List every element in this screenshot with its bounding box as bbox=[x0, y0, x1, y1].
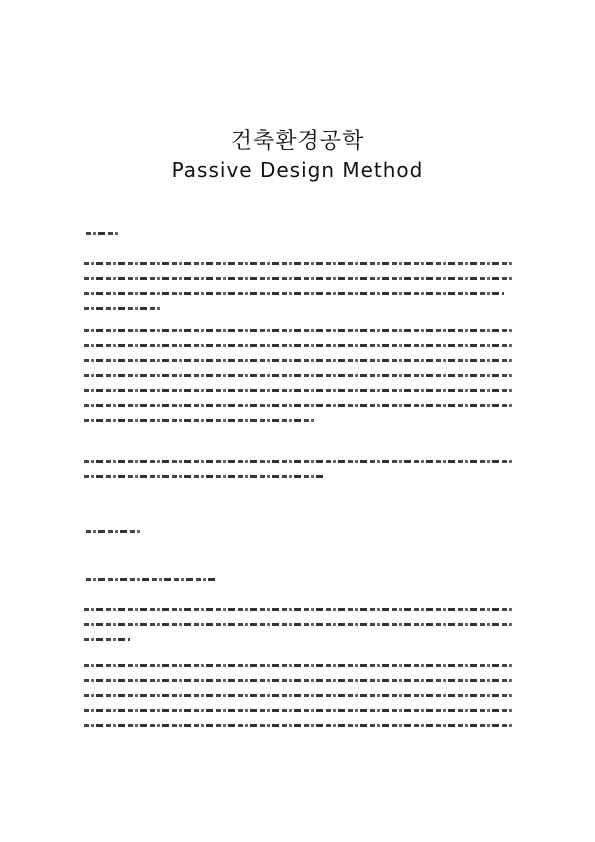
body-paragraph-1 bbox=[84, 608, 512, 653]
section-heading-1 bbox=[86, 530, 140, 545]
intro-paragraph-2 bbox=[84, 329, 512, 434]
body-paragraph-2 bbox=[84, 664, 512, 739]
section-heading-intro bbox=[86, 232, 120, 247]
subsection-heading bbox=[86, 578, 216, 593]
intro-paragraph-1 bbox=[84, 262, 512, 322]
intro-paragraph-3 bbox=[84, 460, 512, 490]
document-title-english: Passive Design Method bbox=[171, 158, 424, 182]
document-title-korean: 건축환경공학 bbox=[230, 129, 365, 154]
